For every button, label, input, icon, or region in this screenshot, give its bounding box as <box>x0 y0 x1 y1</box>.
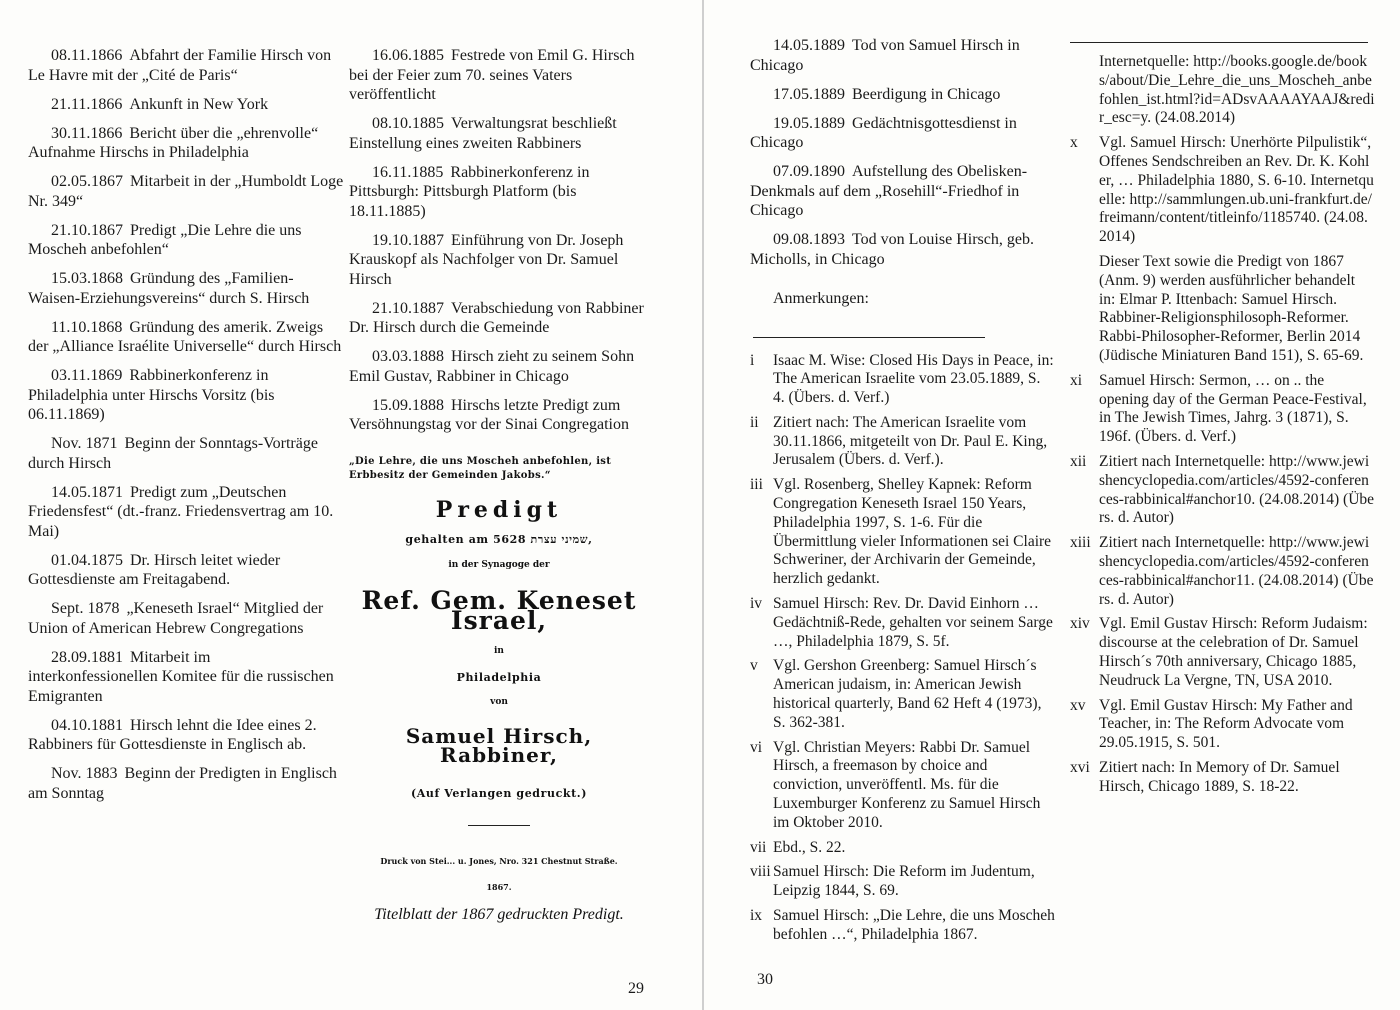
entry-text: Mitarbeit in der „Humboldt Loge Nr. 349“ <box>28 173 344 210</box>
footnote-text: Dieser Text sowie die Predigt von 1867 (Anm. 9) werden ausführlicher behandelt in: Elmar P. Ittenbach: Samuel Hirsch. Rabbiner-Religionsphilosoph-Reformer. Rabbi-Philosopher-Reformer, Berlin 2014 (Jüdische Miniaturen Band 151), S. 65-69. <box>1099 252 1364 364</box>
entry-date: 07.09.1890 <box>773 163 845 180</box>
footnote <box>750 657 1055 732</box>
footnote-number <box>1070 253 1097 366</box>
chronology-entry <box>349 163 649 222</box>
title-page-held: gehalten am שמיני עצרת 5628, <box>405 533 593 546</box>
chronology-entry <box>28 366 344 425</box>
entry-text: Abfahrt der Familie Hirsch von Le Havre mit der „Cité de Paris“ <box>28 47 332 84</box>
chronology-column-2 <box>349 46 649 925</box>
footnote-number: v <box>750 657 758 675</box>
entry-text: Verabschiedung von Rabbiner Dr. Hirsch durch die Gemeinde <box>349 299 644 336</box>
entry-date: 03.03.1888 <box>372 348 444 365</box>
entry-text: Festrede von Emil G. Hirsch bei der Feier zum 70. seines Vaters veröffentlicht <box>349 47 635 103</box>
footnote-text: Vgl. Christian Meyers: Rabbi Dr. Samuel Hirsch, a freemason by choice and conviction, unveröffentl. Ms. für die Luxemburger Konferenz zu Samuel Hirsch im Oktober 2010. <box>773 738 1041 831</box>
entry-text: Beginn der Predigten in Englisch am Sonntag <box>28 765 337 802</box>
footnote <box>1070 253 1375 366</box>
chronology-entry <box>28 269 344 308</box>
footnote <box>750 739 1055 833</box>
notes-column-2 <box>1070 44 1375 802</box>
chronology-entry <box>750 162 1055 221</box>
entry-text: Predigt „Die Lehre die uns Moscheh anbefohlen“ <box>28 221 302 258</box>
entry-text: Hirsch zieht zu seinem Sohn Emil Gustav, Rabbiner in Chicago <box>349 348 635 385</box>
page-number: 30 <box>757 971 773 988</box>
footnote-text: Vgl. Emil Gustav Hirsch: My Father and Teacher, in: The Reform Advocate vom 29.05.1915, S. 501. <box>1099 696 1353 752</box>
footnote <box>750 863 1055 901</box>
chronology-entry <box>349 396 649 435</box>
title-page-synagogue: in der Synagoge der <box>448 559 550 570</box>
entry-date: 16.06.1885 <box>372 47 444 64</box>
chronology-entry <box>750 230 1055 269</box>
footnote-number <box>1070 53 1097 128</box>
footnote <box>750 414 1055 470</box>
footnote-text: Internetquelle: http://books.google.de/books/about/Die_Lehre_die_uns_Moscheh_anbefohlen_ist.html?id=ADsvAAAAYAAJ&redir_esc=y. (24.08.2014) <box>1099 53 1375 127</box>
chronology-entry <box>28 648 344 707</box>
entry-date: 09.08.1893 <box>773 231 845 248</box>
footnote-text: Vgl. Gershon Greenberg: Samuel Hirsch´s American judaism, in: American Jewish historical quarterly, Band 62 Heft 4 (1973), S. 362-381. <box>773 657 1042 731</box>
entry-date: 21.10.1887 <box>372 299 444 317</box>
footnote-text: Zitiert nach: In Memory of Dr. Samuel Hirsch, Chicago 1889, S. 18-22. <box>1099 758 1340 795</box>
entry-date: 21.11.1866 <box>51 95 123 113</box>
footnote-text: Zitiert nach: The American Israelite vom 30.11.1866, mitgeteilt von Dr. Paul E. King, Jerusalem (Übers. d. Verf.). <box>773 413 1048 469</box>
entry-text: Aufstellung des Obelisken-Denkmals auf dem „Rosehill“-Friedhof in Chicago <box>750 163 1028 219</box>
entry-date: 11.10.1868 <box>51 318 123 336</box>
entry-date: Nov. 1871 <box>51 435 118 452</box>
footnote <box>1070 534 1375 609</box>
footnote-number: xvi <box>1070 758 1090 776</box>
title-page-congregation: Ref. Gem. Keneset Israel, <box>361 586 637 635</box>
footnote-number: xi <box>1070 371 1083 389</box>
entry-date: 04.10.1881 <box>51 716 123 734</box>
footnote-number: xii <box>1070 452 1087 470</box>
footnote <box>750 352 1055 408</box>
footnote-text: Samuel Hirsch: Die Reform im Judentum, Leipzig 1844, S. 69. <box>773 863 1035 900</box>
footnote-number: vii <box>750 838 767 856</box>
footnote-text: Samuel Hirsch: Rev. Dr. David Einhorn … Gedächtniß-Rede, gehalten vor seinem Sarge …, Philadelphia 1879, S. 5f. <box>773 595 1053 650</box>
entry-date: 19.10.1887 <box>372 231 444 249</box>
chronology-entry <box>28 434 344 473</box>
title-page-caption: Titelblatt der 1867 gedruckten Predigt. <box>374 906 624 923</box>
entry-date: 21.10.1867 <box>51 221 123 239</box>
title-page-in: in <box>494 646 504 656</box>
chronology-entry <box>349 46 649 105</box>
title-page-city: Philadelphia <box>456 670 542 684</box>
footnote <box>1070 134 1375 247</box>
chronology-entry <box>28 221 344 260</box>
chronology-entry <box>28 599 344 638</box>
footnote <box>750 907 1055 945</box>
footnote <box>1070 759 1375 797</box>
footnote-number: iv <box>750 595 763 613</box>
entry-text: „Keneseth Israel“ Mitglied der Union of American Hebrew Congregations <box>28 600 324 637</box>
footnote <box>1070 53 1375 128</box>
entry-text: Tod von Louise Hirsch, geb. Micholls, in Chicago <box>750 231 1034 268</box>
entry-text: Verwaltungsrat beschließt Einstellung eines zweiten Rabbiners <box>349 115 617 152</box>
entry-text: Einführung von Dr. Joseph Krauskopf als Nachfolger von Dr. Samuel Hirsch <box>349 231 624 288</box>
title-page-by: von <box>490 697 508 707</box>
entry-date: 15.09.1888 <box>372 396 444 414</box>
entry-text: Tod von Samuel Hirsch in Chicago <box>750 37 1020 74</box>
entry-date: 03.11.1869 <box>51 367 123 384</box>
entry-date: 28.09.1881 <box>51 648 123 666</box>
footnote <box>1070 453 1375 528</box>
chronology-entry <box>28 46 344 85</box>
entry-text: Bericht über die „ehrenvolle“ Aufnahme Hirschs in Philadelphia <box>28 124 319 161</box>
notes-rule <box>753 337 985 338</box>
footnote-number: x <box>1070 134 1078 152</box>
entry-date: Nov. 1883 <box>51 765 118 782</box>
entry-date: 19.05.1889 <box>773 114 845 132</box>
footnote-text: Ebd., S. 22. <box>773 838 846 856</box>
chronology-entry <box>349 114 649 153</box>
entry-date: 01.04.1875 <box>51 551 123 569</box>
entry-text: Gedächtnisgottesdienst in Chicago <box>750 114 1017 151</box>
chronology-entry <box>28 716 344 755</box>
title-page-heading: Predigt <box>435 496 563 523</box>
entry-text: Dr. Hirsch leitet wieder Gottesdienste am Freitagabend. <box>28 551 281 588</box>
footnote-text: Samuel Hirsch: Sermon, … on .. the opening day of the German Peace-Festival, in The Jewish Times, Jahrg. 3 (1871), S. 196f. (Übers. d. Verf.) <box>1099 371 1367 446</box>
chronology-entry <box>28 483 344 542</box>
entry-date: 08.10.1885 <box>372 115 444 132</box>
chronology-entry <box>28 124 344 163</box>
title-page-epigraph: „Die Lehre, die uns Moscheh anbefohlen, ist Erbbesitz der Gemeinden Jakobs.“ <box>349 455 612 481</box>
footnote <box>1070 697 1375 753</box>
entry-text: Ankunft in New York <box>129 95 269 113</box>
title-page-printer: Druck von Stei... u. Jones, Nro. 321 Chestnut Straße. <box>380 856 618 866</box>
footnote-number: i <box>750 351 755 369</box>
entry-date: 14.05.1871 <box>51 483 123 501</box>
footnote-number: vi <box>750 738 763 756</box>
footnote-text: Isaac M. Wise: Closed His Days in Peace, in: The American Israelite vom 23.05.1889, S. 4. (Übers. d. Verf.) <box>773 351 1054 407</box>
chronology-entry <box>750 85 1055 105</box>
entry-date: 17.05.1889 <box>773 85 845 103</box>
footnote-text: Vgl. Samuel Hirsch: Unerhörte Pilpulistik“, Offenes Sendschreiben an Rev. Dr. K. Kohler, … Philadelphia 1880, S. 6-10. Internetquelle: http://sammlungen.ub.uni-frankfurt.de/freimann/content/titleinfo/1185740. (24.08.2014) <box>1099 134 1374 246</box>
title-page-rule <box>468 825 530 826</box>
footnote-text: Zitiert nach Internetquelle: http://www.jewishencyclopedia.com/articles/4592-conferences-rabbinical#anchor11. (24.08.2014) (Übers. d. Autor) <box>1099 534 1374 608</box>
entry-date: 16.11.1885 <box>372 163 444 181</box>
footnote-number: ii <box>750 413 759 431</box>
footnote-number: viii <box>750 863 771 881</box>
footnote <box>750 476 1055 589</box>
entry-text: Hirsch lehnt die Idee eines 2. Rabbiners für Gottesdienste in Englisch ab. <box>28 716 317 753</box>
notes-heading: Anmerkungen: <box>773 290 869 307</box>
chronology-entry <box>28 172 344 211</box>
footnote-number: xiii <box>1070 534 1091 552</box>
footnote-number: ix <box>750 907 763 925</box>
title-page-author: Samuel Hirsch, Rabbiner, <box>405 723 593 767</box>
chronology-entry <box>349 299 649 338</box>
entry-text: Gründung des „Familien-Waisen-Erziehungsvereins“ durch S. Hirsch <box>28 270 310 307</box>
entry-text: Beginn der Sonntags-Vorträge durch Hirsch <box>28 435 318 472</box>
page-30 <box>705 0 1400 1010</box>
footnote-text: Vgl. Emil Gustav Hirsch: Reform Judaism: discourse at the celebration of Dr. Samuel Hirsch´s 70th anniversary, Chicago 1885, Neudruck La Vergne, TN, USA 2010. <box>1099 615 1368 689</box>
entry-date: Sept. 1878 <box>51 600 120 617</box>
footnote <box>750 595 1055 651</box>
entry-date: 02.05.1867 <box>51 173 123 190</box>
footnote-text: Samuel Hirsch: „Die Lehre, die uns Moscheh befohlen …“, Philadelphia 1867. <box>773 907 1055 943</box>
footnote-number: xiv <box>1070 615 1090 633</box>
entry-text: Mitarbeit im interkonfessionellen Komitee für die russischen Emigranten <box>28 648 334 705</box>
entry-date: 30.11.1866 <box>51 124 123 142</box>
sermon-title-page <box>349 455 649 925</box>
chronology-notes-column-1 <box>750 36 1055 951</box>
chronology-entry <box>750 114 1055 153</box>
footnote <box>750 839 1055 858</box>
title-page-request: (Auf Verlangen gedruckt.) <box>410 786 588 800</box>
footnote <box>1070 372 1375 447</box>
entry-text: Predigt zum „Deutschen Friedensfest“ (dt.-franz. Friedensvertrag am 10. Mai) <box>28 483 334 540</box>
entry-date: 08.11.1866 <box>51 47 123 64</box>
chronology-entry <box>28 551 344 590</box>
chronology-entry <box>28 764 344 803</box>
page-number: 29 <box>628 980 644 997</box>
footnote-number: xv <box>1070 696 1086 714</box>
chronology-entry <box>28 318 344 357</box>
entry-date: 14.05.1889 <box>773 37 845 54</box>
entry-date: 15.03.1868 <box>51 270 123 287</box>
footnote-text: Zitiert nach Internetquelle: http://www.jewishencyclopedia.com/articles/4592-conferences-rabbinical#anchor10. (24.08.2014) (Übers. d. Autor) <box>1099 452 1375 527</box>
entry-text: Rabbinerkonferenz in Pittsburgh: Pittsburgh Platform (bis 18.11.1885) <box>349 163 590 220</box>
footnote-text: Vgl. Rosenberg, Shelley Kapnek: Reform Congregation Keneseth Israel 150 Years, Philadelphia 1997, S. 1-6. Für die Übermittlung vieler Informationen sei Claire Schweriner, der Archivarin der Gemeinde, herzlich gedankt. <box>773 476 1052 588</box>
notes-rule-top <box>1070 42 1368 43</box>
entry-text: Rabbinerkonferenz in Philadelphia unter Hirschs Vorsitz (bis 06.11.1869) <box>28 367 275 423</box>
footnote <box>1070 615 1375 690</box>
chronology-entry <box>750 36 1055 75</box>
chronology-entry <box>349 231 649 290</box>
entry-text: Hirschs letzte Predigt zum Versöhnungstag vor der Sinai Congregation <box>349 396 629 433</box>
entry-text: Gründung des amerik. Zweigs der „Alliance Israélite Universelle“ durch Hirsch <box>28 318 342 355</box>
chronology-entry <box>349 347 649 386</box>
entry-text: Beerdigung in Chicago <box>852 85 1001 103</box>
chronology-entry <box>28 95 344 115</box>
chronology-column-1 <box>28 46 344 813</box>
title-page-year: 1867. <box>486 881 512 892</box>
footnote-number: iii <box>750 476 763 494</box>
